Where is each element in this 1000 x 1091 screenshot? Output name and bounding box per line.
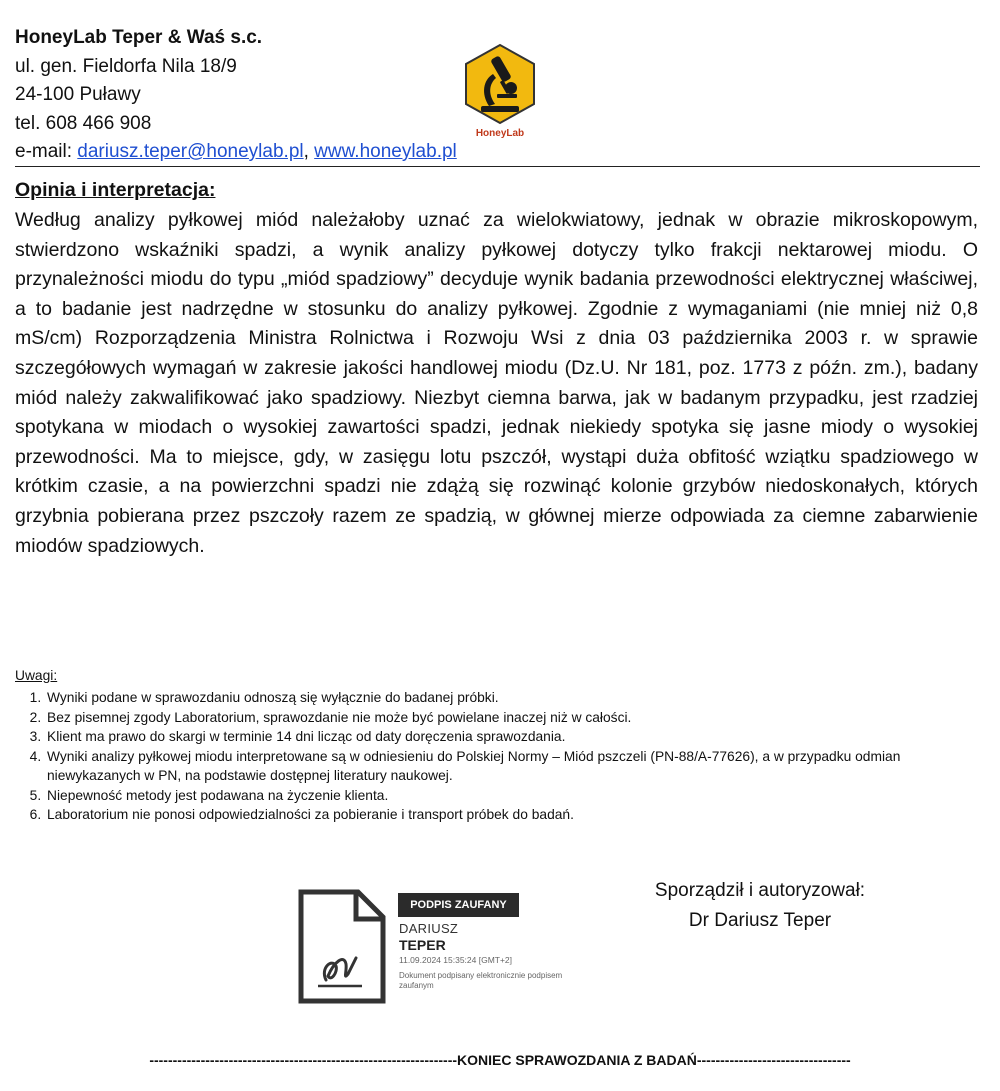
authorization-label: Sporządził i autoryzował: <box>654 880 866 901</box>
footer-text: KONIEC SPRAWOZDANIA Z BADAŃ <box>457 1052 697 1068</box>
trusted-signature-stamp <box>298 888 568 1008</box>
note-item: 1. Wyniki podane w sprawozdaniu odnoszą się wyłącznie do badanej próbki. <box>45 688 980 708</box>
signer-last-name: TEPER <box>399 937 446 953</box>
footer-dashes-right: --------------------------------- <box>696 1052 851 1068</box>
website-link[interactable]: www.honeylab.pl <box>314 141 457 162</box>
header-divider <box>15 166 980 167</box>
company-name: HoneyLab Teper & Waś s.c. <box>15 27 263 48</box>
report-end-footer <box>0 1052 1000 1068</box>
link-separator: , <box>303 141 315 162</box>
notes-title: Uwagi: <box>15 668 58 683</box>
note-item: 2. Bez pisemnej zgody Laboratorium, sprawozdanie nie może być powielane inaczej niż w całości. <box>45 708 980 728</box>
authorization-block <box>600 876 920 936</box>
signer-first-name: DARIUSZ <box>399 921 459 936</box>
signature-timestamp: 11.09.2024 15:35:24 [GMT+2] <box>399 955 513 965</box>
signature-label: PODPIS ZAUFANY <box>398 893 519 917</box>
phone: tel. 608 466 908 <box>15 112 152 134</box>
email-label: e-mail: <box>15 141 78 162</box>
footer-dashes-left: ------------------------------------------------------------------ <box>149 1052 458 1068</box>
microscope-icon <box>463 42 537 142</box>
address-street: ul. gen. Fieldorfa Nila 18/9 <box>15 55 237 77</box>
author-name: Dr Dariusz Teper <box>688 910 832 931</box>
email-link[interactable]: dariusz.teper@honeylab.pl <box>77 141 304 162</box>
note-item: 4. Wyniki analizy pyłkowej miodu interpretowane są w odniesieniu do Polskiej Normy – Miód pszczeli (PN-88/A-77626), a w przypadku odmian niewykazanych w PN, na podstawie dostępnej literatury naukowej. <box>45 747 980 786</box>
notes-section <box>15 666 980 825</box>
note-item: 5. Niepewność metody jest podawana na życzenie klienta. <box>45 786 980 806</box>
signed-document-icon <box>298 888 388 1006</box>
signature-note: Dokument podpisany elektronicznie podpisem zaufanym <box>399 971 563 990</box>
email-line <box>15 138 980 167</box>
note-item: 3. Klient ma prawo do skargi w terminie 14 dni licząc od daty doręczenia sprawozdania. <box>45 727 980 747</box>
opinion-body: Według analizy pyłkowej miód należałoby uznać za wielokwiatowy, jednak w obrazie mikroskopowym, stwierdzono wskaźniki spadzi, a wynik analizy pyłkowej dotyczy tylko frakcji nektarowej miodu. O przynależności miodu do typu „miód spadziowy” decyduje wynik badania przewodności elektrycznej właściwej, a to badanie jest nadrzędne w stosunku do analizy pyłkowej. Zgodnie z wymaganiami (nie mniej niż 0,8 mS/cm) Rozporządzenia Ministra Rolnictwa i Rozwoju Wsi z dnia 03 października 2003 r. w sprawie szczegółowych wymagań w zakresie jakości handlowej miodu (Dz.U. Nr 181, poz. 1773 z późn. zm.), badany miód należy zakwalifikować jako spadziowy. Niezbyt ciemna barwa, jak w badanym przypadku, jest rzadziej spotykana w miodach o wysokiej zawartości spadzi, jednak niekiedy spotyka się jasne miody o wysokiej przewodności. Ma to miejsce, gdy, w zasięgu lotu pszczół, wystąpi duża obfitość wziątku spadziowego w krótkim czasie, a na powierzchni spadzi nie zdążą się rozwinąć kolonie grzybów niedoskonałych, których grzybnia pobierana przez pszczoły razem ze spadzią, w głównej mierze odpowiada za ciemne zabarwienie miodów spadziowych. <box>15 209 978 557</box>
address-city: 24-100 Puławy <box>15 84 141 105</box>
notes-list <box>15 688 980 825</box>
letterhead <box>15 24 980 166</box>
opinion-heading: Opinia i interpretacja: <box>15 179 216 201</box>
opinion-section <box>15 176 978 561</box>
logo-text: HoneyLab <box>475 128 525 139</box>
honeylab-logo <box>463 42 537 142</box>
note-item: 6. Laboratorium nie ponosi odpowiedzialności za pobieranie i transport próbek do badań. <box>45 805 980 825</box>
